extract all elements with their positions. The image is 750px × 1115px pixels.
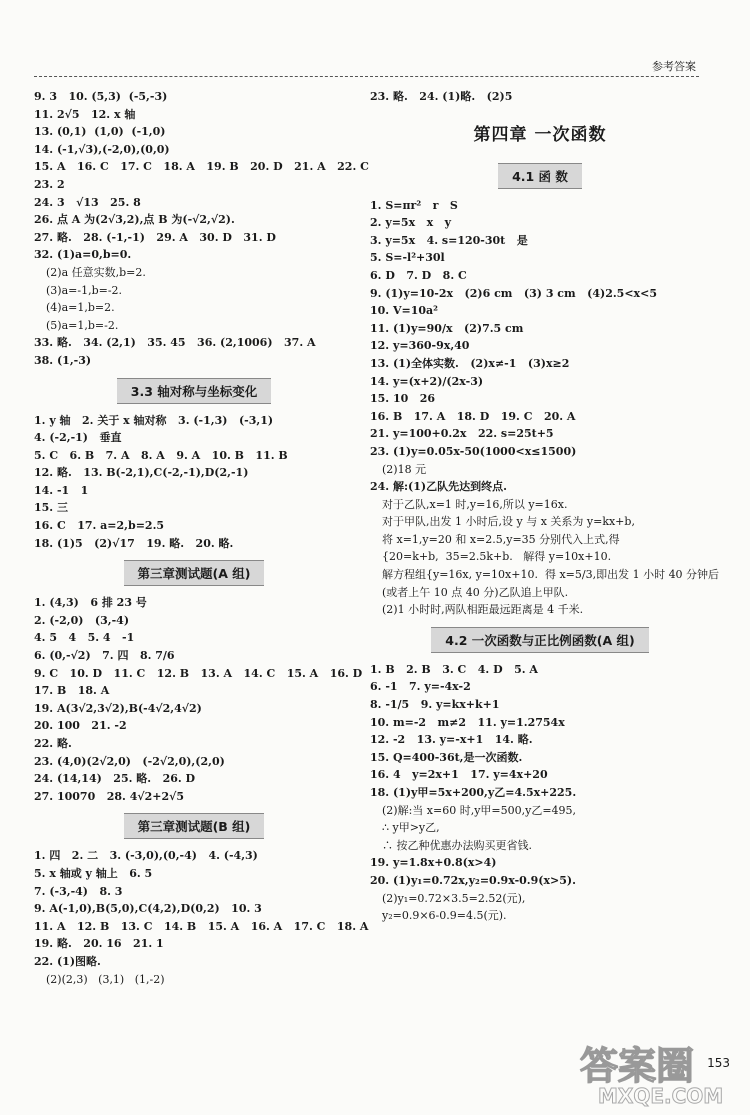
answer-line: (4)a=1,b=2. — [46, 301, 115, 315]
answer-line: (2)y₁=0.72×3.5=2.52(元), — [382, 891, 526, 905]
answer-line: 24. 解:(1)乙队先达到终点. — [370, 480, 507, 494]
answer-line: 15. Q=400-36t,是一次函数. — [370, 750, 523, 764]
right-column — [370, 88, 720, 925]
answer-line: 将 x=1,y=20 和 x=2.5,y=35 分别代入上式,得 — [382, 532, 620, 546]
answer-line: 12. -2 13. y=-x+1 14. 略. — [370, 733, 533, 747]
answer-line: 14. (-1,√3),(-2,0),(0,0) — [34, 142, 170, 156]
answer-line: 1. S=πr² r S — [370, 198, 458, 212]
section-heading-text: 4.1 函 数 — [498, 163, 582, 189]
answer-line: 9. A(-1,0),B(5,0),C(4,2),D(0,2) 10. 3 — [34, 902, 262, 916]
answer-line: 23. 2 — [34, 177, 65, 191]
page-number: 153 — [707, 1056, 730, 1070]
answer-line: (2)(2,3) (3,1) (1,-2) — [46, 972, 165, 986]
svg-text:答案圈: 答案圈 — [580, 1044, 695, 1088]
answer-line: 2. y=5x x y — [370, 216, 452, 230]
answer-line: 32. (1)a=0,b=0. — [34, 248, 132, 262]
section-heading-text: 4.2 一次函数与正比例函数(A 组) — [431, 627, 648, 653]
section-heading — [370, 163, 710, 189]
answer-line: 12. y=360-9x,40 — [370, 339, 470, 353]
section-heading — [370, 627, 710, 653]
answer-line: ∴ y甲>y乙, — [382, 821, 440, 835]
answer-line: 6. -1 7. y=-4x-2 — [370, 680, 471, 694]
answer-line: 16. B 17. A 18. D 19. C 20. A — [370, 409, 576, 423]
answer-line: 33. 略. 34. (2,1) 35. 45 36. (2,1006) 37. A — [34, 336, 316, 350]
answer-line: 10. V=10a² — [370, 304, 438, 318]
answer-line: 6. (0,-√2) 7. 四 8. 7/6 — [34, 649, 175, 663]
answer-line: 1. (4,3) 6 排 23 号 — [34, 596, 147, 610]
header-rule — [34, 76, 699, 77]
answer-line: 6. D 7. D 8. C — [370, 268, 467, 282]
answer-line: 18. (1)5 (2)√17 19. 略. 20. 略. — [34, 536, 234, 550]
answer-line: (2)解:当 x=60 时,y甲=500,y乙=495, — [382, 803, 577, 817]
answer-line: 19. 略. 20. 16 21. 1 — [34, 937, 164, 951]
answer-line: 5. x 轴或 y 轴上 6. 5 — [34, 866, 153, 880]
answer-line: 1. B 2. B 3. C 4. D 5. A — [370, 662, 538, 676]
answer-line: 11. A 12. B 13. C 14. B 15. A 16. A 17. C 18. A — [34, 919, 369, 933]
answer-line: 9. C 10. D 11. C 12. B 13. A 14. C 15. A 16. D — [34, 666, 363, 680]
answer-line: 21. y=100+0.2x 22. s=25t+5 — [370, 427, 554, 441]
answer-line: 13. (1)全体实数. (2)x≠-1 (3)x≥2 — [370, 356, 570, 370]
answer-line: (3)a=-1,b=-2. — [46, 283, 123, 297]
answer-line: 2. (-2,0) (3,-4) — [34, 613, 130, 627]
left-column — [34, 88, 369, 988]
answer-line: (5)a=1,b=-2. — [46, 318, 119, 332]
answer-line: 14. y=(x+2)/(2x-3) — [370, 374, 484, 388]
answer-line: 23. 略. 24. (1)略. (2)5 — [370, 90, 513, 103]
answer-line: 24. 3 √13 25. 8 — [34, 195, 141, 209]
answer-line: 12. 略. 13. B(-2,1),C(-2,-1),D(2,-1) — [34, 466, 249, 480]
chapter-title: 第四章 一次函数 — [473, 124, 607, 145]
answer-line: 对于乙队,x=1 时,y=16,所以 y=16x. — [382, 497, 568, 511]
page-header-title: 参考答案 — [652, 60, 696, 73]
answer-line: 5. S=-l²+30l — [370, 251, 445, 265]
answer-line: 20. (1)y₁=0.72x,y₂=0.9x-0.9(x>5). — [370, 873, 576, 887]
answer-line: (2)a 任意实数,b=2. — [46, 265, 146, 279]
answer-line: 解方程组{y=16x, y=10x+10. 得 x=5/3,即出发 1 小时 40 分钟后 — [382, 568, 720, 582]
answer-line: 22. (1)图略. — [34, 954, 101, 968]
answer-line: 24. (14,14) 25. 略. 26. D — [34, 772, 196, 786]
answer-line: (或者上午 10 点 40 分)乙队追上甲队. — [382, 585, 569, 599]
section-heading — [34, 378, 354, 404]
answer-line: (2)1 小时时,两队相距最远距离是 4 千米. — [382, 603, 584, 617]
answer-line: 13. (0,1) (1,0) (-1,0) — [34, 125, 166, 139]
answer-line: 1. 四 2. 二 3. (-3,0),(0,-4) 4. (-4,3) — [34, 849, 258, 863]
answer-line: 9. (1)y=10-2x (2)6 cm (3) 3 cm (4)2.5<x<5 — [370, 286, 657, 300]
section-heading — [34, 560, 354, 586]
answer-line: 27. 10070 28. 4√2+2√5 — [34, 789, 184, 803]
svg-text:MXQE.COM: MXQE.COM — [598, 1084, 724, 1107]
answer-line: 8. -1/5 9. y=kx+k+1 — [370, 698, 500, 712]
section-heading-text: 第三章测试题(B 组) — [124, 813, 265, 839]
answer-line: 3. y=5x 4. s=120-30t 是 — [370, 233, 528, 247]
answer-line: 27. 略. 28. (-1,-1) 29. A 30. D 31. D — [34, 230, 276, 244]
answer-line: 7. (-3,-4) 8. 3 — [34, 884, 123, 898]
answer-line: (2)18 元 — [382, 462, 427, 476]
answer-line: 23. (1)y=0.05x-50(1000<x≤1500) — [370, 444, 577, 458]
answer-line: 17. B 18. A — [34, 684, 110, 698]
answer-line: 14. -1 1 — [34, 483, 89, 497]
answer-line: 18. (1)y甲=5x+200,y乙=4.5x+225. — [370, 786, 577, 799]
answer-line: 4. (-2,-1) 垂直 — [34, 431, 122, 445]
answer-line: 11. 2√5 12. x 轴 — [34, 107, 136, 121]
section-heading-text: 3.3 轴对称与坐标变化 — [117, 378, 272, 404]
answer-line: 19. A(3√2,3√2),B(-4√2,4√2) — [34, 701, 202, 715]
answer-line: 9. 3 10. (5,3) (-5,-3) — [34, 90, 168, 103]
answer-line: 20. 100 21. -2 — [34, 719, 127, 733]
answer-line: 对于甲队,出发 1 小时后,设 y 与 x 关系为 y=kx+b, — [382, 515, 635, 529]
answer-line: 10. m=-2 m≠2 11. y=1.2754x — [370, 715, 565, 729]
answer-line: 22. 略. — [34, 737, 72, 750]
answer-line: 15. A 16. C 17. C 18. A 19. B 20. D 21. A 22. C — [34, 160, 369, 174]
answer-line: 15. 三 — [34, 501, 68, 515]
answer-line: y₂=0.9×6-0.9=4.5(元). — [382, 909, 507, 923]
section-heading — [34, 813, 354, 839]
answer-line: 19. y=1.8x+0.8(x>4) — [370, 856, 497, 870]
answer-line: 38. (1,-3) — [34, 353, 92, 367]
answer-line: 4. 5 4 5. 4 -1 — [34, 631, 135, 645]
answer-line: 1. y 轴 2. 关于 x 轴对称 3. (-1,3) (-3,1) — [34, 413, 274, 427]
answer-line: ∴ 按乙种优惠办法购买更省钱. — [382, 838, 532, 852]
answer-line: 5. C 6. B 7. A 8. A 9. A 10. B 11. B — [34, 448, 288, 462]
answer-line: 15. 10 26 — [370, 392, 436, 406]
answer-line: {20=k+b, 35=2.5k+b. 解得 y=10x+10. — [382, 550, 612, 564]
answer-line: 16. C 17. a=2,b=2.5 — [34, 519, 165, 533]
section-heading-text: 第三章测试题(A 组) — [124, 560, 265, 586]
answer-line: 16. 4 y=2x+1 17. y=4x+20 — [370, 768, 548, 782]
answer-line: 23. (4,0)(2√2,0) (-2√2,0),(2,0) — [34, 754, 225, 768]
answer-line: 11. (1)y=90/x (2)7.5 cm — [370, 321, 524, 335]
answer-line: 26. 点 A 为(2√3,2),点 B 为(-√2,√2). — [34, 213, 235, 227]
